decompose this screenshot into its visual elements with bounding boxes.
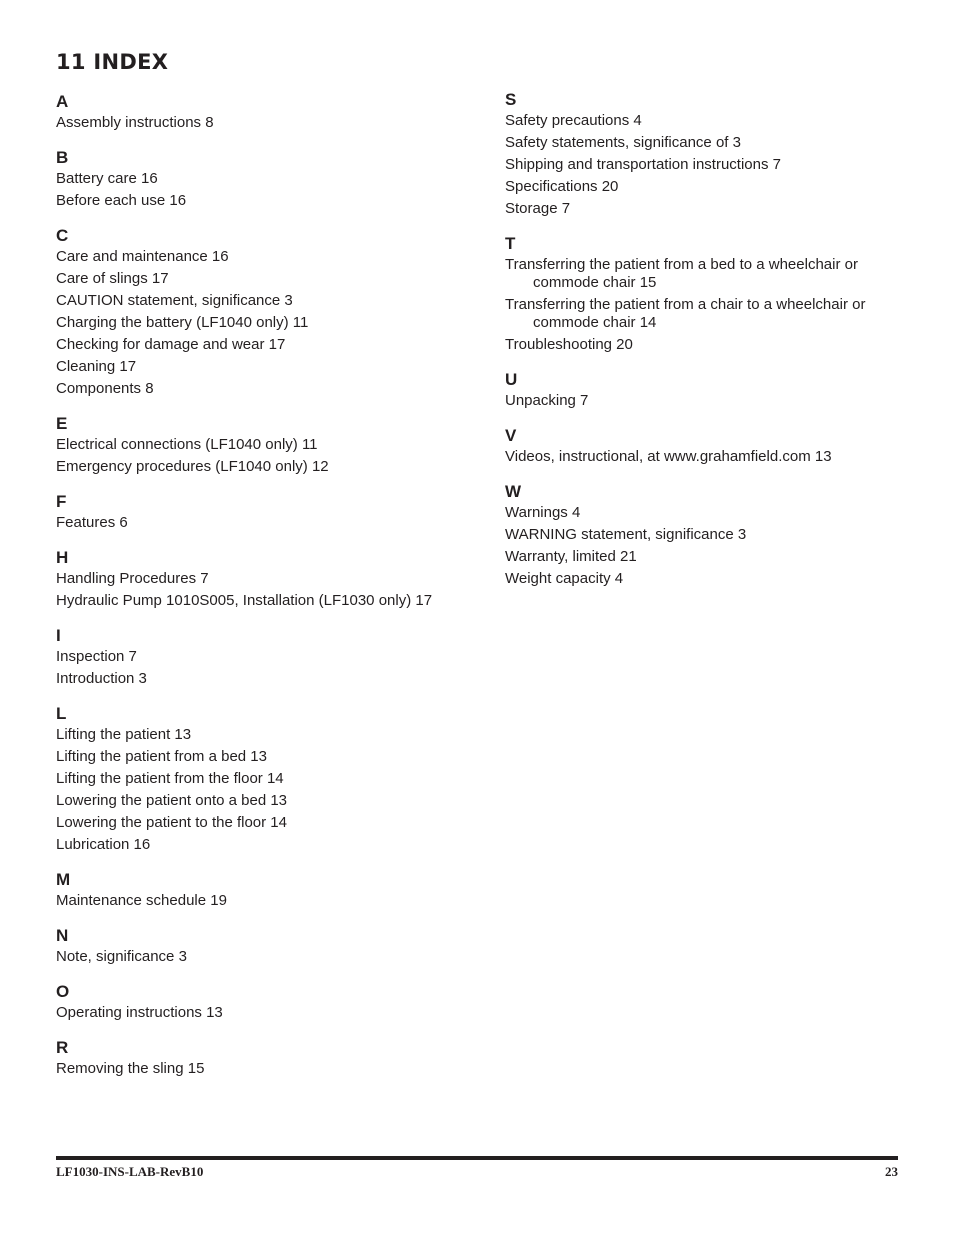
index-entry: Lifting the patient from a bed 13 <box>56 748 267 765</box>
index-section-w <box>505 482 905 590</box>
index-section-i <box>56 626 456 690</box>
section-letter: S <box>505 90 517 109</box>
section-letter: T <box>505 234 516 253</box>
index-entry: Care of slings 17 <box>56 270 169 287</box>
index-section-c <box>56 226 456 400</box>
index-entry: Electrical connections (LF1040 only) 11 <box>56 436 318 453</box>
index-entry: Operating instructions 13 <box>56 1004 223 1021</box>
index-entry: Components 8 <box>56 380 154 397</box>
index-section-h <box>56 548 456 612</box>
index-column-right <box>505 90 905 604</box>
index-entry: Care and maintenance 16 <box>56 248 229 265</box>
section-letter: B <box>56 148 69 167</box>
index-entry: Checking for damage and wear 17 <box>56 336 286 353</box>
index-entry: Transferring the patient from a chair to a wheelchair or commode chair 14 <box>505 296 866 331</box>
index-entry: Removing the sling 15 <box>56 1060 205 1077</box>
index-entry: Battery care 16 <box>56 170 158 187</box>
index-entry: CAUTION statement, significance 3 <box>56 292 293 309</box>
index-section-n <box>56 926 456 968</box>
index-entry: Inspection 7 <box>56 648 137 665</box>
index-entry: Safety precautions 4 <box>505 112 642 129</box>
index-entry: Shipping and transportation instructions 7 <box>505 156 782 173</box>
index-entry: Unpacking 7 <box>505 392 589 409</box>
index-entry: Specifications 20 <box>505 178 619 195</box>
index-section-o <box>56 982 456 1024</box>
index-entry: Transferring the patient from a bed to a wheelchair or commode chair 15 <box>505 256 858 291</box>
index-entry: Storage 7 <box>505 200 571 217</box>
index-entry: Maintenance schedule 19 <box>56 892 227 909</box>
index-entry: Videos, instructional, at www.grahamfield.com 13 <box>505 448 832 465</box>
index-section-r <box>56 1038 456 1080</box>
document-id: LF1030-INS-LAB-RevB10 <box>56 1164 204 1179</box>
section-letter: C <box>56 226 69 245</box>
index-entry: Weight capacity 4 <box>505 570 624 587</box>
section-letter: E <box>56 414 68 433</box>
index-entry: Warnings 4 <box>505 504 581 521</box>
index-section-t <box>505 234 905 356</box>
section-letter: L <box>56 704 67 723</box>
index-section-e <box>56 414 456 478</box>
index-entry: Note, significance 3 <box>56 948 187 965</box>
index-section-s <box>505 90 905 220</box>
index-entry: Warranty, limited 21 <box>505 548 637 565</box>
index-column-left <box>56 92 456 1094</box>
index-entry: Lifting the patient from the floor 14 <box>56 770 284 787</box>
index-entry: Troubleshooting 20 <box>505 336 633 353</box>
index-entry: WARNING statement, significance 3 <box>505 526 747 543</box>
index-entry: Lubrication 16 <box>56 836 151 853</box>
index-section-f <box>56 492 456 534</box>
index-section-l <box>56 704 456 856</box>
section-letter: W <box>505 482 522 501</box>
index-entry: Before each use 16 <box>56 192 187 209</box>
index-entry: Lifting the patient 13 <box>56 726 192 743</box>
index-entry: Assembly instructions 8 <box>56 114 214 131</box>
page-number: 23 <box>885 1164 898 1179</box>
section-letter: I <box>56 626 61 645</box>
section-letter: O <box>56 982 70 1001</box>
index-entry: Lowering the patient onto a bed 13 <box>56 792 288 809</box>
index-entry: Introduction 3 <box>56 670 147 687</box>
footer-rule <box>56 1156 898 1160</box>
section-letter: H <box>56 548 69 567</box>
index-section-v <box>505 426 905 468</box>
section-letter: N <box>56 926 69 945</box>
index-entry: Handling Procedures 7 <box>56 570 209 587</box>
section-letter: U <box>505 370 518 389</box>
index-entry: Hydraulic Pump 1010S005, Installation (LF1030 only) 17 <box>56 592 433 609</box>
section-letter: A <box>56 92 69 111</box>
index-entry: Charging the battery (LF1040 only) 11 <box>56 314 309 331</box>
index-entry: Emergency procedures (LF1040 only) 12 <box>56 458 329 475</box>
index-entry: Features 6 <box>56 514 128 531</box>
section-letter: R <box>56 1038 69 1057</box>
index-section-b <box>56 148 456 212</box>
page-title: 11 INDEX <box>56 50 169 74</box>
section-letter: F <box>56 492 67 511</box>
index-entry: Lowering the patient to the floor 14 <box>56 814 287 831</box>
index-section-a <box>56 92 456 134</box>
index-section-u <box>505 370 905 412</box>
section-letter: M <box>56 870 71 889</box>
index-section-m <box>56 870 456 912</box>
index-entry: Safety statements, significance of 3 <box>505 134 741 151</box>
index-entry: Cleaning 17 <box>56 358 137 375</box>
section-letter: V <box>505 426 517 445</box>
